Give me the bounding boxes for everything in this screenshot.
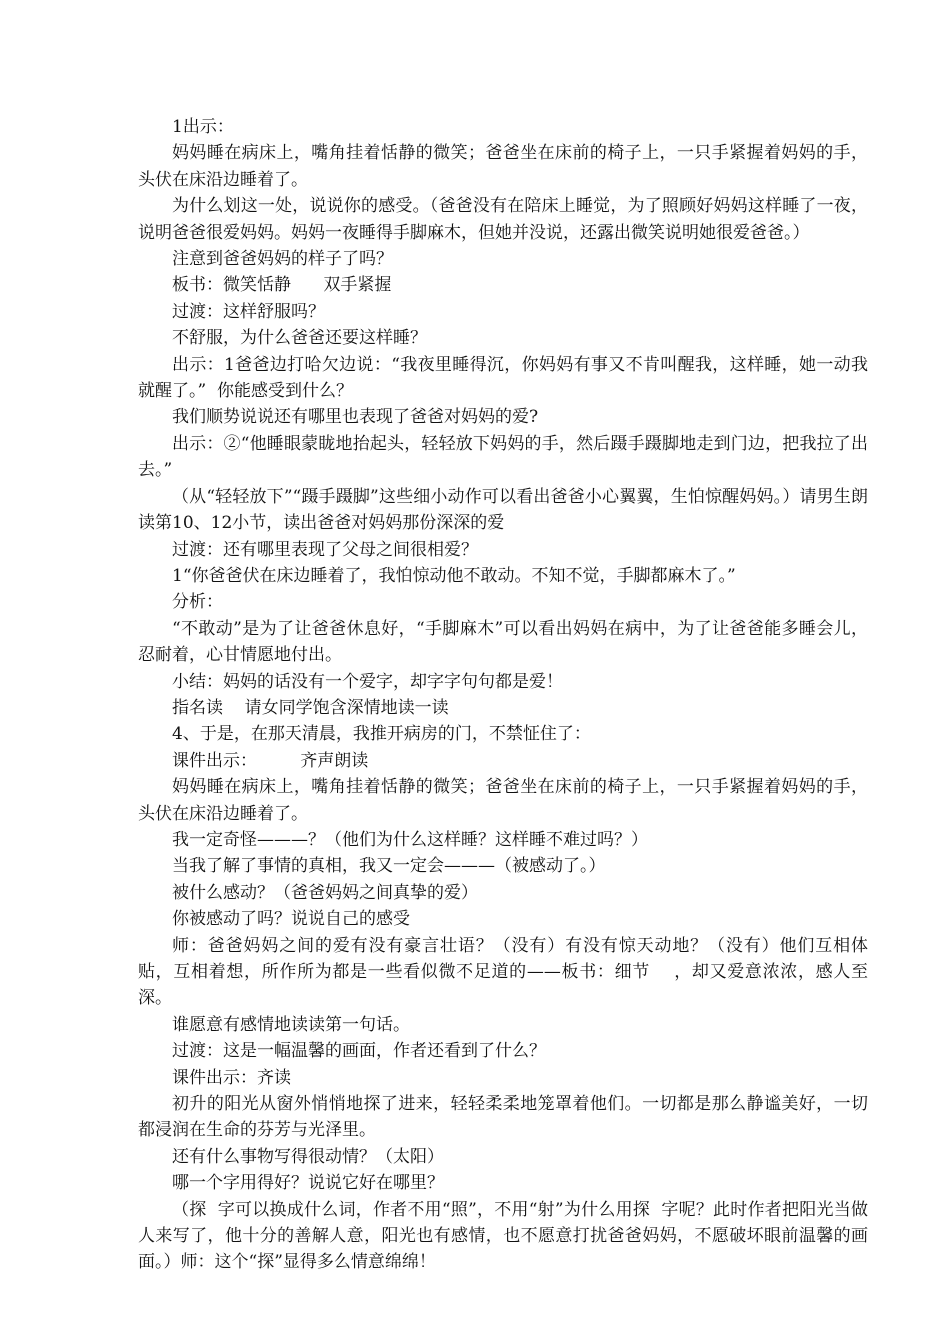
paragraph-30: 还有什么事物写得很动情？（太阳） xyxy=(172,1146,444,1167)
paragraph-29: 初升的阳光从窗外悄悄地探了进来，轻轻柔柔地笼罩着他们。一切都是那么静谧美好，一切都浸润在生命的芬芳与光泽里。 xyxy=(138,1094,868,1141)
paragraph-25: 师：爸爸妈妈之间的爱有没有豪言壮语？（没有）有没有惊天动地？（没有）他们互相体贴，互相着想，所作所为都是一些看似微不足道的——板书：细节 ，却又爱意浓浓，感人至深。 xyxy=(138,935,868,1009)
paragraph-13: 1“你爸爸伏在床边睡着了，我怕惊动他不敢动。不知不觉，手脚都麻木了。” xyxy=(172,565,736,586)
paragraph-24: 你被感动了吗？说说自己的感受 xyxy=(172,909,410,930)
paragraph-2: 妈妈睡在病床上，嘴角挂着恬静的微笑；爸爸坐在床前的椅子上，一只手紧握着妈妈的手，头伏在床沿边睡着了。 xyxy=(138,143,868,190)
paragraph-14: 分析： xyxy=(172,592,223,613)
paragraph-5: 板书：微笑恬静 双手紧握 xyxy=(172,275,392,296)
paragraph-28: 课件出示：齐读 xyxy=(172,1067,291,1088)
paragraph-1: 1出示： xyxy=(172,117,234,137)
paragraph-16: 小结：妈妈的话没有一个爱字，却字字句句都是爱！ xyxy=(172,671,563,692)
paragraph-12: 过渡：还有哪里表现了父母之间很相爱？ xyxy=(172,539,478,560)
paragraph-6: 过渡：这样舒服吗？ xyxy=(172,301,325,322)
paragraph-4: 注意到爸爸妈妈的样子了吗？ xyxy=(172,249,393,270)
paragraph-17: 指名读 请女同学饱含深情地读一读 xyxy=(172,697,449,718)
paragraph-7: 不舒服，为什么爸爸还要这样睡？ xyxy=(172,328,427,349)
paragraph-8: 出示：1爸爸边打哈欠边说：“我夜里睡得沉，你妈妈有事又不肯叫醒我，这样睡，她一动我就醒了。” 你能感受到什么？ xyxy=(138,354,868,402)
paragraph-10: 出示：②“他睡眼蒙眬地抬起头，轻轻放下妈妈的手，然后蹑手蹑脚地走到门边，把我拉了出去。” xyxy=(138,433,868,481)
paragraph-19: 课件出示： 齐声朗读 xyxy=(172,750,369,771)
paragraph-3: 为什么划这一处，说说你的感受。（爸爸没有在陪床上睡觉，为了照顾好妈妈这样睡了一夜，说明爸爸很爱妈妈。妈妈一夜睡得手脚麻木，但她并没说，还露出微笑说明她很爱爸爸。） xyxy=(138,196,868,243)
paragraph-21: 我一定奇怪———？（他们为什么这样睡？这样睡不难过吗？） xyxy=(172,829,648,850)
paragraph-9: 我们顺势说说还有哪里也表现了爸爸对妈妈的爱? xyxy=(172,407,539,428)
paragraph-18: 4、于是，在那天清晨，我推开病房的门，不禁怔住了： xyxy=(172,724,591,745)
document-page xyxy=(138,114,868,1276)
paragraph-20: 妈妈睡在病床上，嘴角挂着恬静的微笑；爸爸坐在床前的椅子上，一只手紧握着妈妈的手，头伏在床沿边睡着了。 xyxy=(138,777,868,824)
paragraph-11: （从“轻轻放下”“蹑手蹑脚”这些细小动作可以看出爸爸小心翼翼，生怕惊醒妈妈。）请男生朗读第10、12小节，读出爸爸对妈妈那份深深的爱 xyxy=(138,486,868,534)
paragraph-31: 哪一个字用得好？说说它好在哪里？ xyxy=(172,1173,444,1194)
paragraph-23: 被什么感动？（爸爸妈妈之间真挚的爱） xyxy=(172,882,478,903)
paragraph-26: 谁愿意有感情地读读第一句话。 xyxy=(172,1014,410,1035)
paragraph-27: 过渡：这是一幅温馨的画面，作者还看到了什么？ xyxy=(172,1041,546,1062)
paragraph-22: 当我了解了事情的真相，我又一定会———（被感动了。） xyxy=(172,856,606,877)
paragraph-15: “不敢动”是为了让爸爸休息好，“手脚麻木”可以看出妈妈在病中，为了让爸爸能多睡会儿，忍耐着，心甘情愿地付出。 xyxy=(138,618,868,666)
paragraph-32: （探 字可以换成什么词，作者不用“照”，不用“射”为什么用探 字呢？此时作者把阳光当做人来写了，他十分的善解人意，阳光也有感情，也不愿意打扰爸爸妈妈，不愿破坏眼前温馨的画面。）师：这个“探”显得多么情意绵绵！ xyxy=(138,1199,868,1273)
